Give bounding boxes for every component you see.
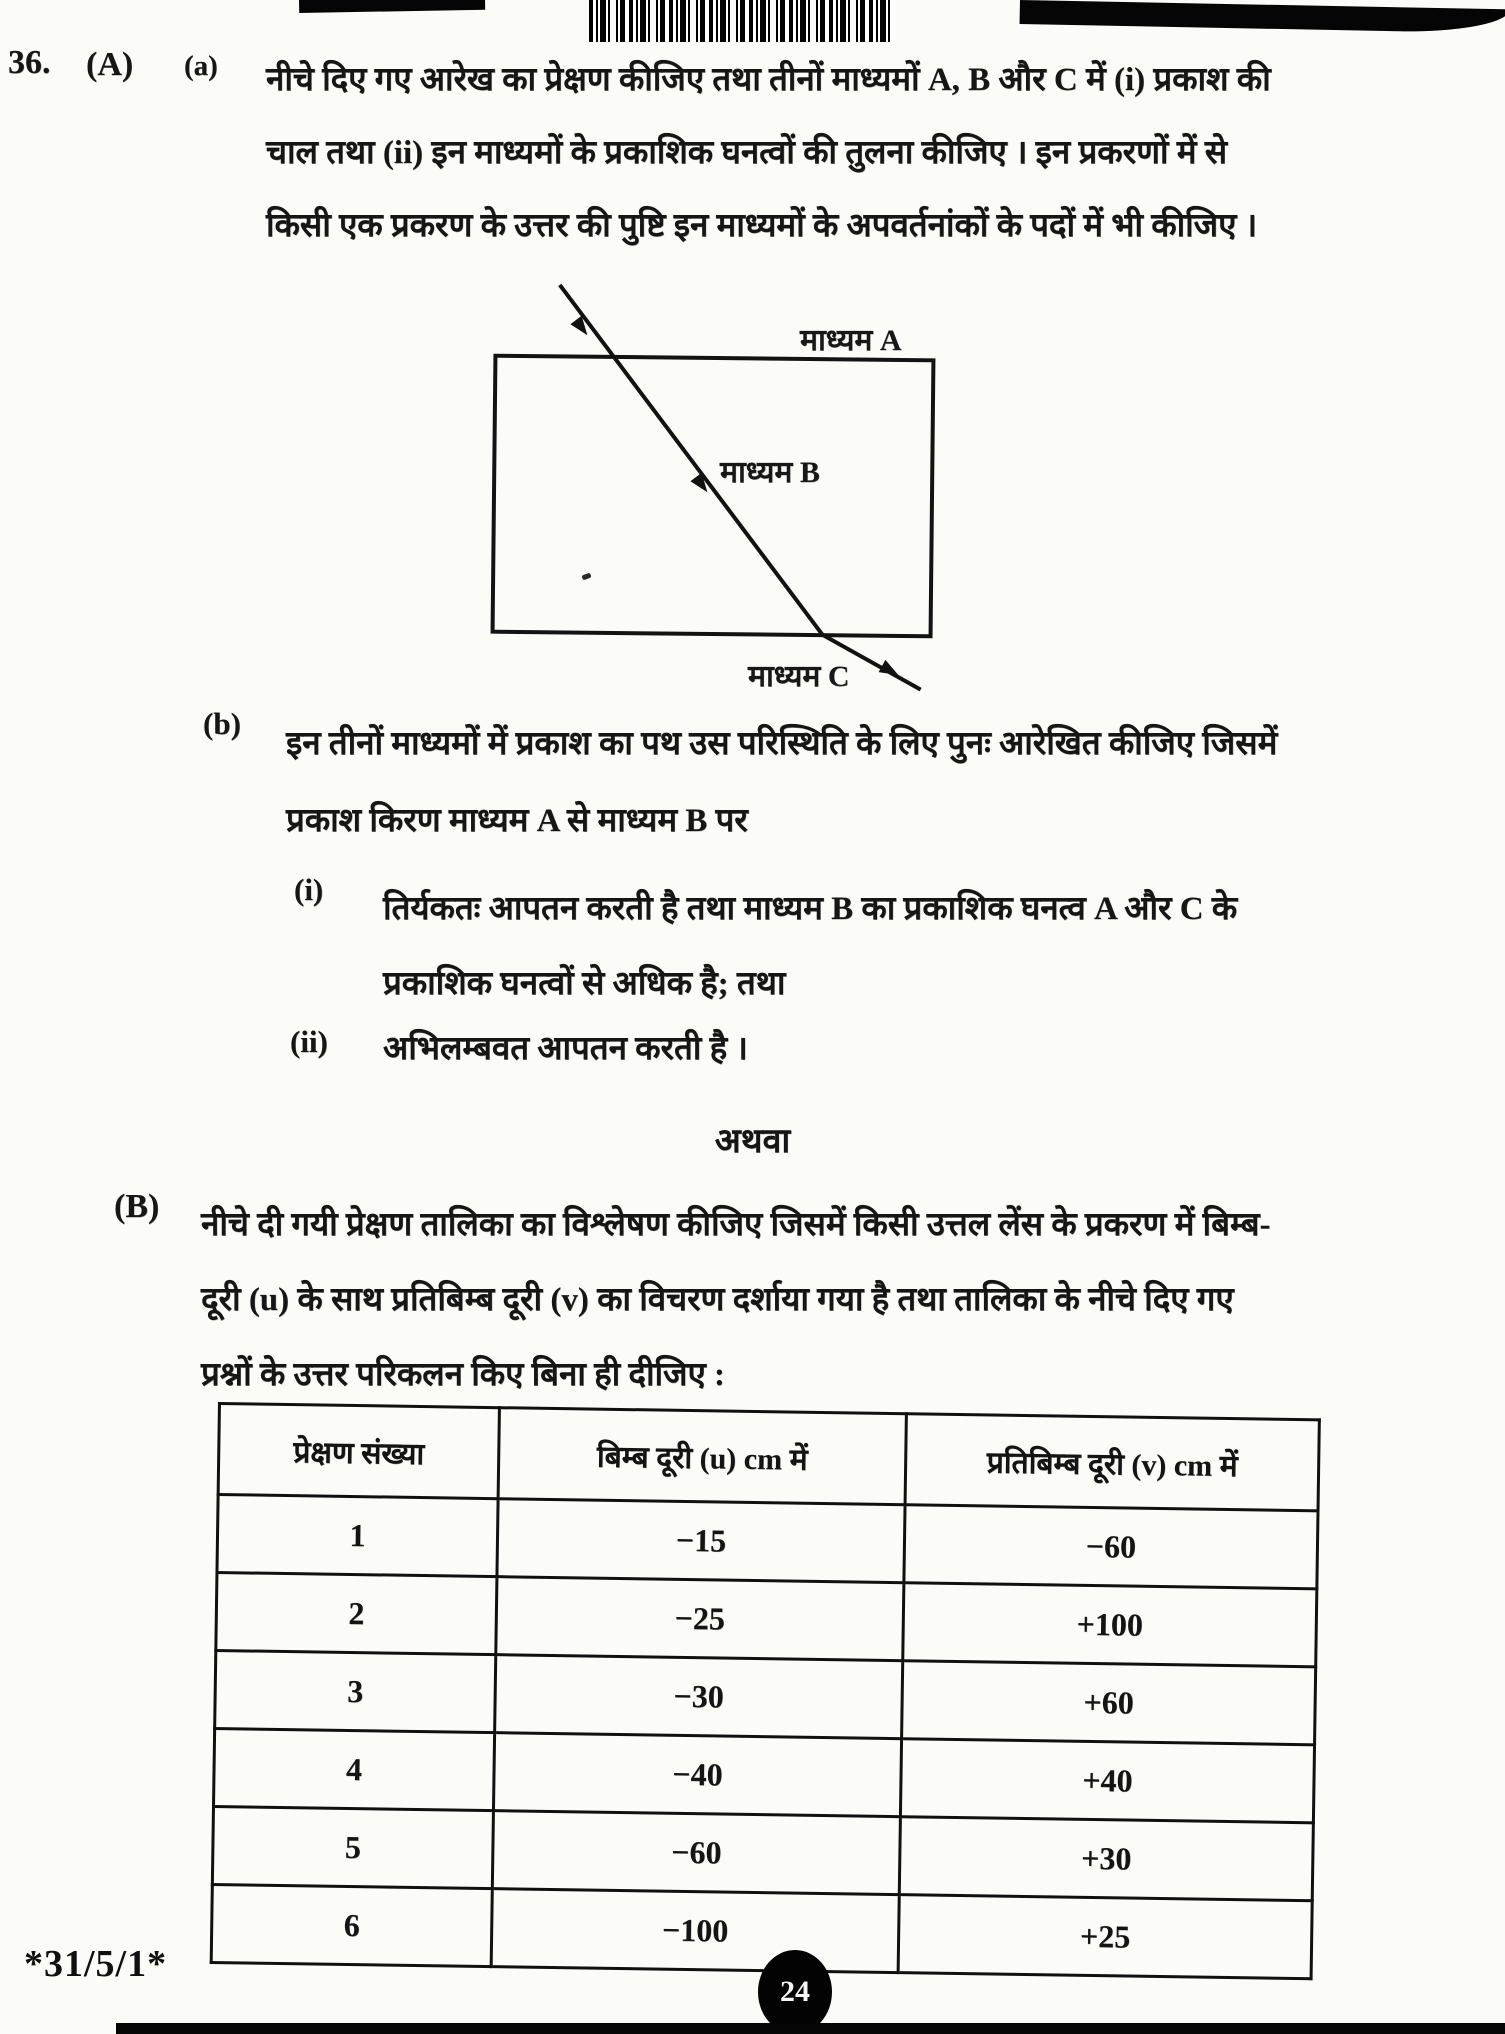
table-cell: +40 bbox=[900, 1739, 1314, 1823]
part-b-line-3: प्रश्नों के उत्तर परिकलन किए बिना ही दीजिए : bbox=[201, 1357, 726, 1393]
table-cell: 4 bbox=[213, 1728, 494, 1810]
medium-b-box bbox=[491, 354, 936, 639]
sub-b-label: (b) bbox=[203, 706, 241, 741]
question-number: 36. bbox=[8, 44, 51, 81]
table-cell: 5 bbox=[212, 1806, 493, 1888]
top-right-edge-mark bbox=[1020, 0, 1505, 33]
sub-b-line-1: इन तीनों माध्यमों में प्रकाश का पथ उस परिस्थिति के लिए पुनः आरेखित कीजिए जिसमें bbox=[286, 726, 1278, 762]
part-a-line-1: नीचे दिए गए आरेख का प्रेक्षण कीजिए तथा तीनों माध्यमों A, B और C में (i) प्रकाश की bbox=[266, 62, 1271, 98]
table-cell: +25 bbox=[898, 1895, 1312, 1979]
sub-b-text bbox=[286, 706, 1476, 860]
part-a-line-3: किसी एक प्रकरण के उत्तर की पुष्टि इन माध्यमों के अपवर्तनांकों के पदों में भी कीजिए । bbox=[266, 208, 1258, 244]
medium-c-label: माध्यम C bbox=[748, 660, 850, 693]
ray-arrowhead-top bbox=[570, 316, 593, 340]
table-cell: −30 bbox=[495, 1655, 903, 1739]
table-header-observation-number: प्रेक्षण संख्या bbox=[218, 1404, 499, 1499]
table-cell: +60 bbox=[902, 1661, 1316, 1745]
sub-a-label: (a) bbox=[184, 50, 218, 82]
part-b-label: (B) bbox=[114, 1188, 160, 1225]
item-i-line-1: तिर्यकतः आपतन करती है तथा माध्यम B का प्रकाशिक घनत्व A और C के bbox=[383, 891, 1238, 927]
part-b-line-2: दूरी (u) के साथ प्रतिबिम्ब दूरी (v) का विचरण दर्शाया गया है तथा तालिका के नीचे दिए गए bbox=[201, 1282, 1234, 1318]
table-cell: 3 bbox=[215, 1650, 496, 1732]
item-ii-text: अभिलम्बवत आपतन करती है । bbox=[383, 1031, 748, 1067]
table-row bbox=[211, 1884, 1312, 1978]
page-number: 24 bbox=[780, 1975, 810, 2008]
table-cell: 2 bbox=[216, 1573, 497, 1655]
item-ii-label: (ii) bbox=[290, 1024, 328, 1059]
table-cell: −60 bbox=[492, 1811, 900, 1895]
table-header-object-distance: बिम्ब दूरी (u) cm में bbox=[498, 1408, 906, 1505]
table-cell: −15 bbox=[497, 1499, 905, 1583]
part-b-line-1: नीचे दी गयी प्रेक्षण तालिका का विश्लेषण कीजिए जिसमें किसी उत्तल लेंस के प्रकरण में बिम्ब- bbox=[201, 1207, 1271, 1243]
medium-b-label: माध्यम B bbox=[720, 456, 820, 489]
table-cell: −60 bbox=[904, 1505, 1318, 1589]
page-number-badge bbox=[758, 1950, 832, 2034]
or-separator: अथवा bbox=[714, 1123, 791, 1160]
barcode bbox=[589, 0, 895, 42]
table-cell: +30 bbox=[899, 1817, 1313, 1901]
sub-b-line-2: प्रकाश किरण माध्यम A से माध्यम B पर bbox=[286, 803, 748, 839]
table-cell: 1 bbox=[217, 1495, 498, 1577]
part-b-text bbox=[201, 1188, 1481, 1413]
item-i-text bbox=[383, 872, 1403, 1022]
table-header-image-distance: प्रतिबिम्ब दूरी (v) cm में bbox=[905, 1414, 1319, 1511]
bottom-edge-mark bbox=[116, 2023, 1505, 2034]
table-cell: 6 bbox=[211, 1884, 492, 1966]
observation-table bbox=[210, 1402, 1321, 1980]
table-cell: −40 bbox=[493, 1733, 901, 1817]
medium-a-label: माध्यम A bbox=[800, 324, 902, 357]
item-i-label: (i) bbox=[294, 872, 324, 907]
ray-diagram bbox=[430, 230, 960, 710]
top-left-edge-mark bbox=[299, 0, 485, 13]
item-i-line-2: प्रकाशिक घनत्वों से अधिक है; तथा bbox=[383, 966, 786, 1002]
table-cell: −100 bbox=[491, 1889, 899, 1973]
part-a-line-2: चाल तथा (ii) इन माध्यमों के प्रकाशिक घनत्वों की तुलना कीजिए । इन प्रकरणों में से bbox=[266, 135, 1228, 171]
part-a-label: (A) bbox=[86, 46, 134, 83]
footer-set-code: *31/5/1* bbox=[24, 1943, 168, 1985]
table-cell: −25 bbox=[496, 1577, 904, 1661]
table-header-row bbox=[218, 1404, 1319, 1511]
table-cell: +100 bbox=[903, 1583, 1317, 1667]
